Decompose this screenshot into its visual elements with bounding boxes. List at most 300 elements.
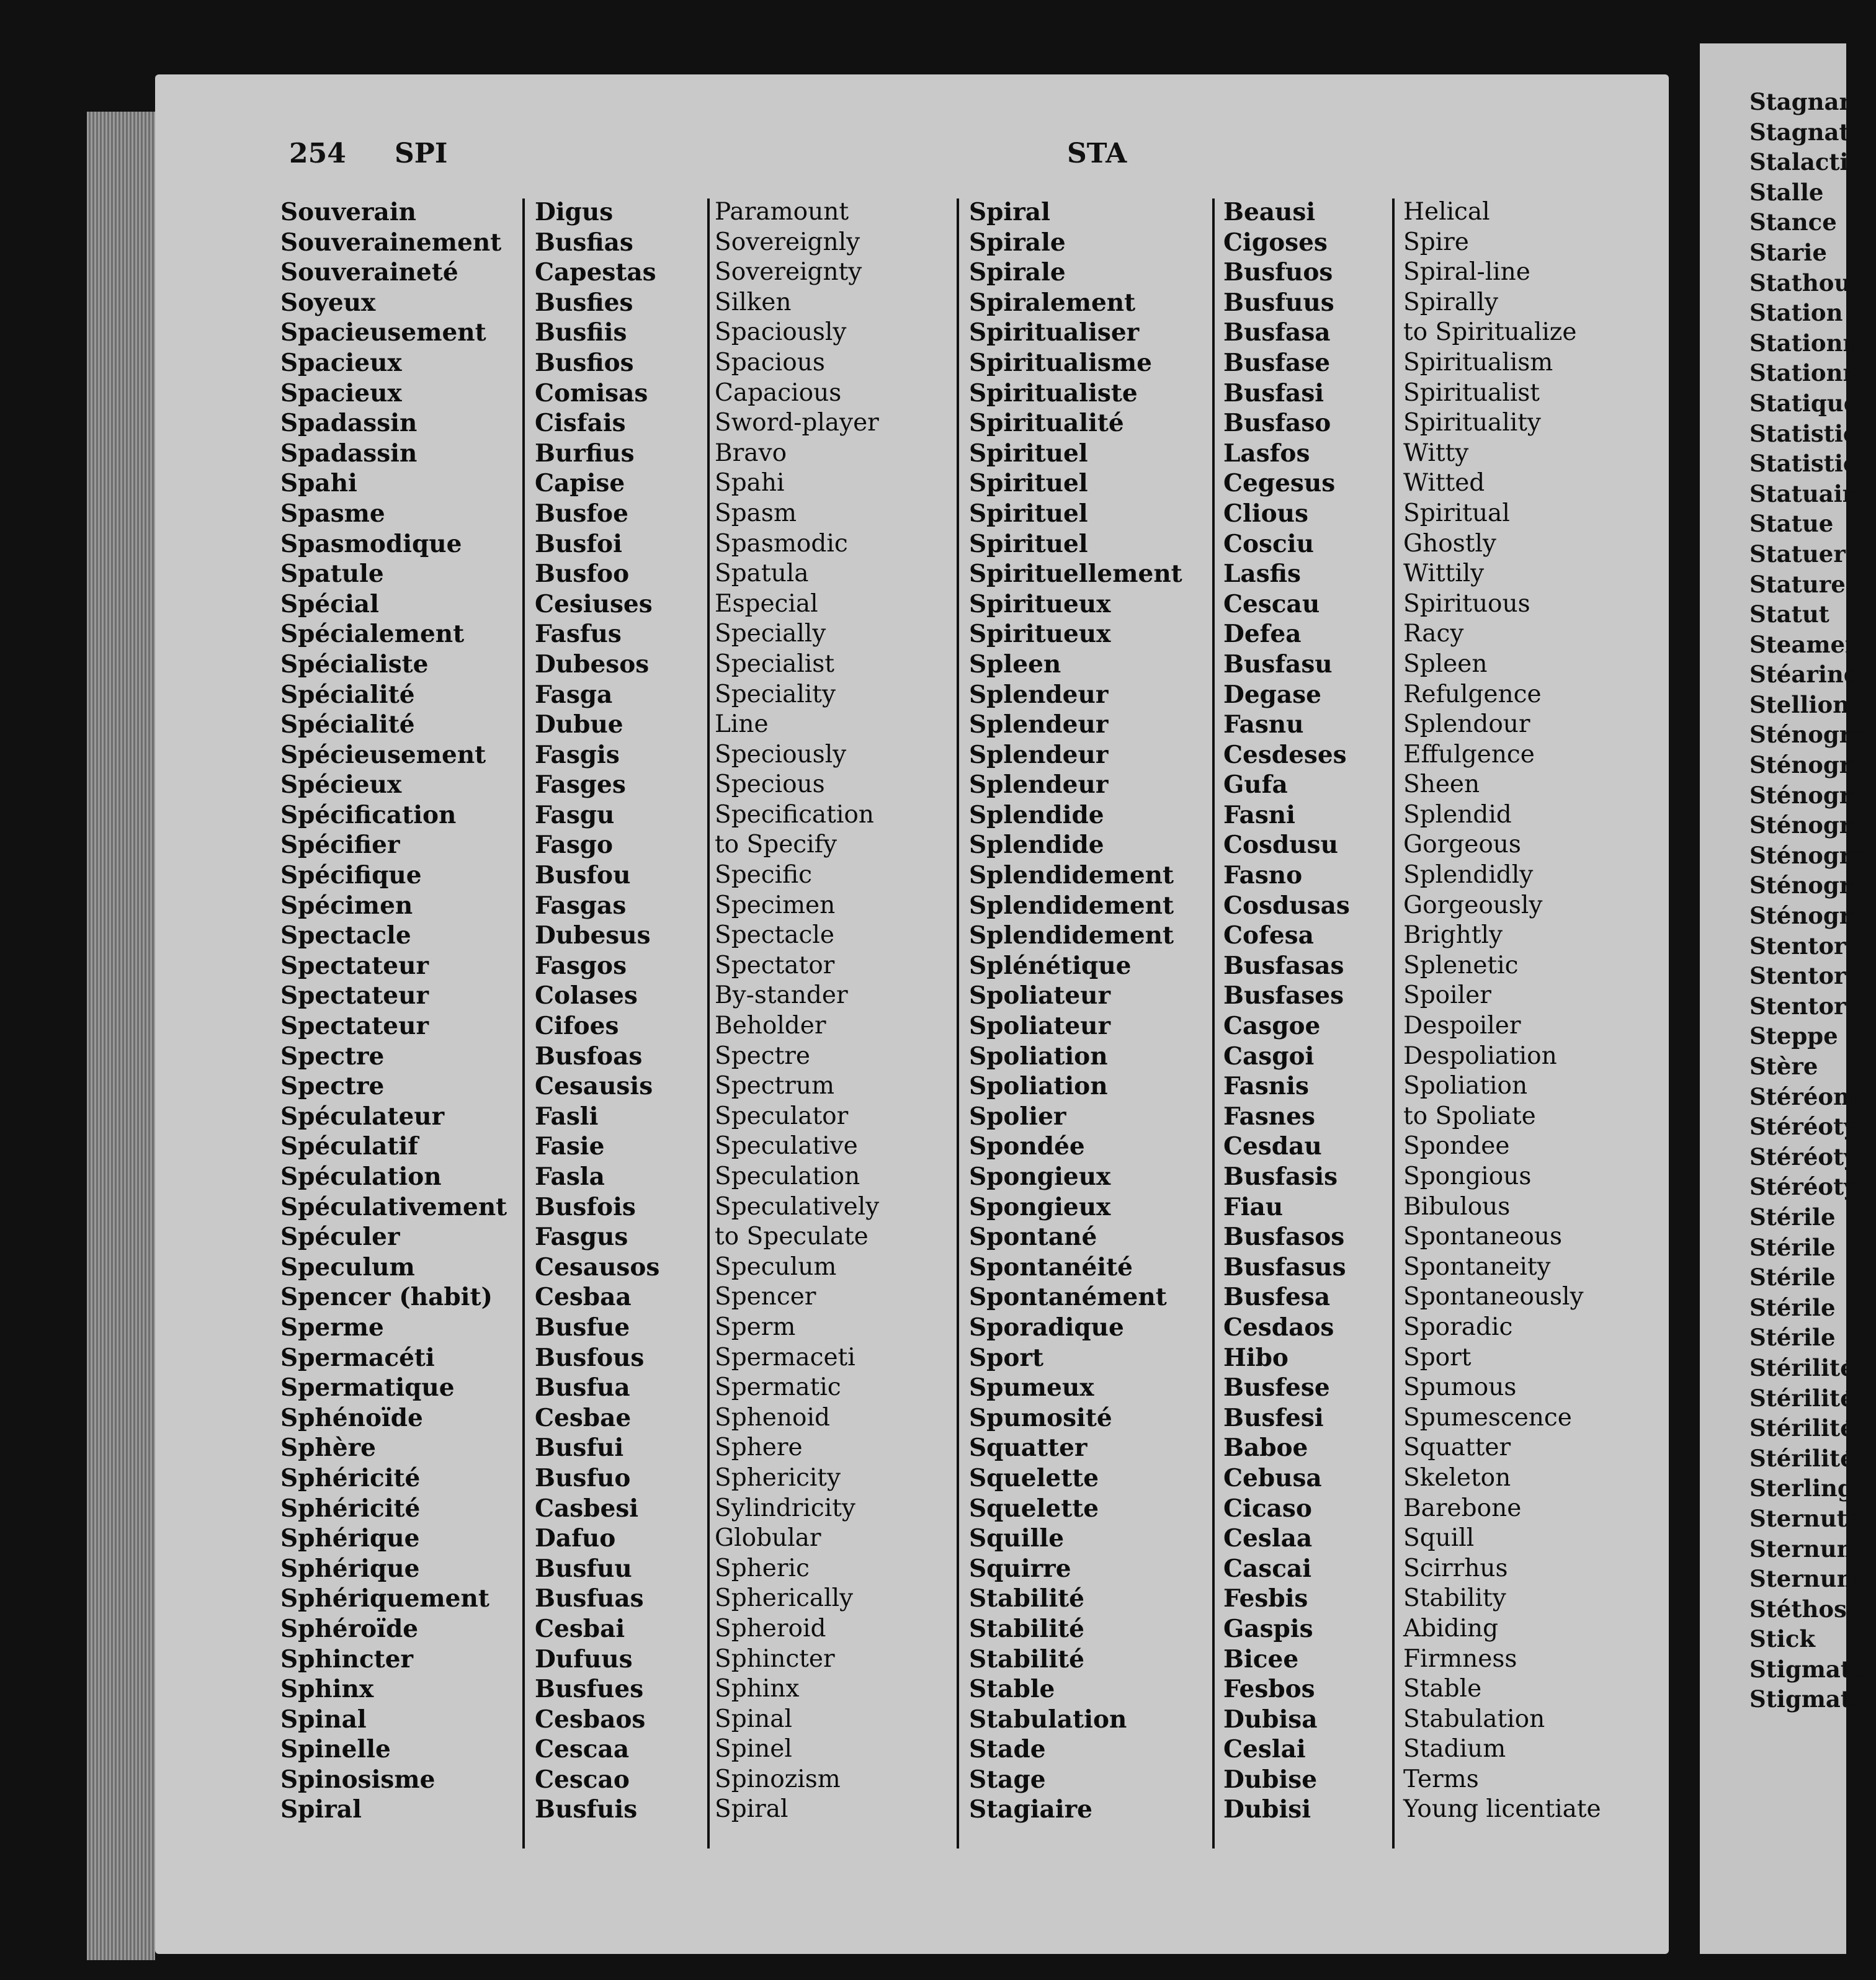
- dictionary-entry: Specimen: [715, 891, 836, 919]
- dictionary-entry: Line: [715, 710, 769, 739]
- center-guide-word: STA: [1067, 138, 1127, 169]
- dictionary-entry: Spahi: [715, 469, 785, 497]
- dictionary-entry: Stabilité: [969, 1614, 1084, 1643]
- dictionary-entry: Speculator: [715, 1102, 849, 1130]
- dictionary-entry: Sténogra: [1749, 721, 1867, 749]
- dictionary-entry: Stick: [1749, 1625, 1816, 1653]
- dictionary-entry: Steppe: [1749, 1022, 1838, 1050]
- dictionary-entry: Fasnes: [1223, 1102, 1315, 1131]
- dictionary-entry: Spiritualisme: [969, 348, 1152, 377]
- dictionary-entry: Fasni: [1223, 800, 1295, 829]
- dictionary-entry: Digus: [535, 198, 614, 226]
- dictionary-entry: Spadassin: [280, 409, 418, 438]
- dictionary-entry: Sternum: [1749, 1565, 1861, 1593]
- dictionary-entry: Busfasu: [1223, 649, 1333, 679]
- dictionary-entry: Sténogra: [1749, 902, 1867, 930]
- dictionary-entry: Splendidement: [969, 921, 1174, 950]
- dictionary-entry: Splendeur: [969, 770, 1109, 800]
- dictionary-entry: Cofesa: [1223, 921, 1314, 950]
- dictionary-entry: Burfius: [535, 439, 635, 468]
- dictionary-entry: to Specify: [715, 831, 838, 859]
- dictionary-entry: Spacious: [715, 348, 825, 377]
- dictionary-entry: Splendid: [1403, 800, 1512, 829]
- dictionary-entry: Stature: [1749, 570, 1846, 598]
- dictionary-entry: Firmness: [1403, 1644, 1517, 1673]
- dictionary-entry: Cesiuses: [535, 589, 653, 618]
- dictionary-entry: Spherically: [715, 1584, 854, 1613]
- dictionary-entry: Busfuus: [1223, 288, 1334, 317]
- dictionary-entry: Fasga: [535, 680, 613, 709]
- dictionary-entry: Stérilité: [1749, 1414, 1855, 1442]
- dictionary-entry: Abiding: [1403, 1614, 1499, 1643]
- dictionary-entry: Speculatively: [715, 1192, 880, 1221]
- dictionary-entry: Sphere: [715, 1434, 803, 1462]
- dictionary-entry: Splendour: [1403, 710, 1530, 739]
- dictionary-entry: Sperme: [280, 1313, 384, 1342]
- dictionary-entry: Station: [1749, 299, 1843, 327]
- dictionary-entry: Ceslaa: [1223, 1524, 1313, 1553]
- dictionary-entry: Sterling: [1749, 1474, 1854, 1502]
- dictionary-entry: Spoliation: [969, 1041, 1108, 1071]
- dictionary-entry: Spécialité: [280, 680, 415, 709]
- dictionary-entry: Specification: [715, 800, 874, 829]
- dictionary-entry: Witty: [1403, 439, 1469, 467]
- dictionary-entry: By-stander: [715, 981, 848, 1010]
- dictionary-entry: Busfases: [1223, 981, 1344, 1010]
- dictionary-entry: Spéculation: [280, 1162, 442, 1191]
- dictionary-entry: Sténogra: [1749, 872, 1867, 899]
- dictionary-entry: Spiritualist: [1403, 378, 1540, 407]
- dictionary-entry: Sphérique: [280, 1524, 420, 1553]
- dictionary-entry: Sphéricité: [280, 1463, 421, 1492]
- dictionary-entry: Busfues: [535, 1675, 644, 1704]
- dictionary-entry: Fasli: [535, 1102, 599, 1131]
- dictionary-entry: Spectacle: [715, 921, 834, 950]
- dictionary-entry: Busfasos: [1223, 1223, 1345, 1252]
- dictionary-entry: Busfue: [535, 1313, 630, 1342]
- dictionary-entry: Spatule: [280, 560, 384, 589]
- dictionary-entry: Lasfis: [1223, 560, 1301, 589]
- dictionary-entry: Busfasas: [1223, 951, 1344, 980]
- dictionary-entry: Cesdaos: [1223, 1313, 1334, 1342]
- dictionary-entry: Statique: [1749, 389, 1859, 417]
- dictionary-entry: Dubisi: [1223, 1795, 1311, 1824]
- dictionary-entry: Spécieusement: [280, 740, 486, 769]
- dictionary-entry: Spoiler: [1403, 981, 1491, 1010]
- dictionary-entry: Statuair: [1749, 479, 1855, 507]
- dictionary-entry: Spermatic: [715, 1373, 841, 1402]
- dictionary-entry: Spinosisme: [280, 1765, 436, 1794]
- dictionary-entry: Spécification: [280, 800, 457, 829]
- dictionary-entry: Spasmodic: [715, 529, 848, 558]
- dictionary-entry: Busfase: [1223, 348, 1331, 377]
- dictionary-entry: Stérile: [1749, 1293, 1836, 1321]
- column-french-a: [280, 197, 507, 1825]
- dictionary-entry: Stance: [1749, 208, 1837, 236]
- dictionary-entry: Spirituality: [1403, 409, 1541, 437]
- dictionary-entry: Racy: [1403, 620, 1464, 648]
- dictionary-entry: Spirituel: [969, 439, 1088, 468]
- dictionary-entry: Stalle: [1749, 178, 1824, 206]
- dictionary-entry: Casgoe: [1223, 1012, 1321, 1041]
- dictionary-entry: Spheric: [715, 1554, 810, 1582]
- dictionary-entry: Capacious: [715, 378, 842, 407]
- dictionary-entry: Spinelle: [280, 1735, 391, 1764]
- dictionary-entry: Sternum: [1749, 1535, 1861, 1563]
- dictionary-entry: Spasme: [280, 499, 385, 528]
- dictionary-entry: Sovereignty: [715, 258, 862, 287]
- dictionary-entry: Statuer: [1749, 540, 1846, 568]
- dictionary-entry: Spécieux: [280, 770, 402, 800]
- dictionary-entry: Cascai: [1223, 1554, 1312, 1583]
- dictionary-entry: Cosdusu: [1223, 831, 1338, 860]
- dictionary-entry: Busfuos: [1223, 258, 1333, 287]
- dictionary-entry: Capestas: [535, 258, 656, 287]
- dictionary-entry: Gufa: [1223, 770, 1288, 800]
- dictionary-entry: Spirituel: [969, 469, 1088, 498]
- dictionary-entry: Skeleton: [1403, 1463, 1511, 1492]
- dictionary-entry: Spontanéité: [969, 1252, 1133, 1282]
- dictionary-entry: Bicee: [1223, 1644, 1299, 1674]
- dictionary-entry: Fasgus: [535, 1223, 628, 1252]
- dictionary-entry: Spirale: [969, 228, 1066, 257]
- dictionary-entry: Spongieux: [969, 1192, 1111, 1221]
- dictionary-entry: Cesdeses: [1223, 740, 1347, 769]
- dictionary-entry: Spinozism: [715, 1765, 841, 1793]
- dictionary-entry: Sperm: [715, 1313, 796, 1341]
- dictionary-entry: Stable: [1403, 1675, 1482, 1703]
- dictionary-entry: Spongieux: [969, 1162, 1111, 1191]
- dictionary-entry: Cesbai: [535, 1614, 625, 1643]
- dictionary-entry: Capise: [535, 469, 625, 498]
- dictionary-entry: Gorgeous: [1403, 831, 1521, 859]
- dictionary-entry: Busfoo: [535, 560, 630, 589]
- dictionary-entry: Busfasa: [1223, 318, 1331, 347]
- dictionary-entry: Busfasus: [1223, 1252, 1346, 1282]
- dictionary-entry: Dubue: [535, 710, 623, 739]
- dictionary-entry: Busfias: [535, 228, 633, 257]
- dictionary-entry: Spoliation: [1403, 1072, 1528, 1100]
- dictionary-entry: Spontanément: [969, 1283, 1167, 1312]
- dictionary-entry: Spiritualiser: [969, 318, 1140, 347]
- dictionary-entry: Squelette: [969, 1463, 1099, 1492]
- dictionary-entry: Stentor: [1749, 962, 1846, 990]
- dictionary-entry: Wittily: [1403, 560, 1485, 588]
- dictionary-entry: Spécialiste: [280, 649, 429, 679]
- dictionary-entry: Casgoi: [1223, 1041, 1315, 1071]
- dictionary-entry: Colases: [535, 981, 638, 1010]
- dictionary-entry: Spencer: [715, 1283, 816, 1311]
- dictionary-entry: Stérilité: [1749, 1384, 1855, 1412]
- dictionary-entry: Scirrhus: [1403, 1554, 1508, 1582]
- dictionary-entry: Sport: [969, 1343, 1044, 1372]
- dictionary-entry: Busfoas: [535, 1041, 643, 1071]
- dictionary-entry: Spinal: [280, 1705, 367, 1734]
- dictionary-entry: Terms: [1403, 1765, 1479, 1793]
- dictionary-entry: Stentoré: [1749, 992, 1861, 1020]
- dictionary-entry: Spectateur: [280, 951, 429, 980]
- dictionary-entry: Cicaso: [1223, 1494, 1312, 1523]
- dictionary-entry: to Speculate: [715, 1223, 869, 1251]
- dictionary-entry: Spiral: [280, 1795, 362, 1824]
- dictionary-entry: Stagiaire: [969, 1795, 1092, 1824]
- dictionary-entry: Busfua: [535, 1373, 630, 1402]
- dictionary-entry: Sphéroïde: [280, 1614, 419, 1643]
- dictionary-entry: Steamer: [1749, 630, 1857, 658]
- dictionary-entry: Busfios: [535, 348, 634, 377]
- dictionary-entry: Spéculatif: [280, 1132, 419, 1161]
- dictionary-entry: Gorgeously: [1403, 891, 1543, 919]
- dictionary-entry: Busfasis: [1223, 1162, 1338, 1191]
- dictionary-entry: Sovereignly: [715, 228, 860, 256]
- dictionary-entry: Sphincter: [715, 1644, 835, 1673]
- dictionary-entry: Fasgos: [535, 951, 627, 980]
- dictionary-entry: Effulgence: [1403, 740, 1535, 769]
- column-next-page: [1749, 87, 1876, 1715]
- dictionary-entry: Spinal: [715, 1705, 792, 1733]
- dictionary-entry: Cegesus: [1223, 469, 1336, 498]
- dictionary-entry: Spectrum: [715, 1072, 835, 1100]
- dictionary-entry: Squelette: [969, 1494, 1099, 1523]
- dictionary-entry: Dubise: [1223, 1765, 1318, 1794]
- dictionary-entry: Souverainement: [280, 228, 502, 257]
- dictionary-entry: Sténogra: [1749, 811, 1867, 839]
- dictionary-entry: Spire: [1403, 228, 1469, 256]
- dictionary-entry: Specious: [715, 770, 825, 799]
- dictionary-entry: Fasgu: [535, 800, 615, 829]
- dictionary-entry: Spirituel: [969, 529, 1088, 558]
- dictionary-entry: Spadassin: [280, 439, 418, 468]
- dictionary-entry: Spolier: [969, 1102, 1066, 1131]
- dictionary-entry: Spirale: [969, 258, 1066, 287]
- dictionary-entry: Squatter: [969, 1434, 1088, 1463]
- dictionary-entry: Fiau: [1223, 1192, 1284, 1221]
- dictionary-entry: Stabilité: [969, 1584, 1084, 1613]
- dictionary-entry: Spirituel: [969, 499, 1088, 528]
- dictionary-entry: Splendeur: [969, 710, 1109, 739]
- dictionary-entry: Fasno: [1223, 861, 1303, 890]
- dictionary-entry: Sword-player: [715, 409, 879, 437]
- dictionary-entry: Globular: [715, 1524, 821, 1553]
- dictionary-entry: Splendide: [969, 800, 1104, 829]
- dictionary-entry: Spiral: [969, 198, 1050, 226]
- dictionary-entry: Sport: [1403, 1343, 1472, 1371]
- dictionary-entry: Cescao: [535, 1765, 630, 1794]
- dictionary-entry: Baboe: [1223, 1434, 1308, 1463]
- dictionary-entry: Dufuus: [535, 1644, 633, 1674]
- dictionary-entry: Cifoes: [535, 1012, 619, 1041]
- dictionary-entry: Spirituous: [1403, 589, 1530, 618]
- dictionary-entry: Stade: [969, 1735, 1046, 1764]
- dictionary-entry: Stérile: [1749, 1264, 1836, 1291]
- dictionary-entry: Splenetic: [1403, 951, 1519, 979]
- dictionary-entry: Busfies: [535, 288, 633, 317]
- dictionary-entry: Spécial: [280, 589, 379, 618]
- dictionary-entry: Statue: [1749, 510, 1834, 538]
- dictionary-entry: Busfoe: [535, 499, 628, 528]
- dictionary-entry: Spacieusement: [280, 318, 486, 347]
- dictionary-entry: Spécifier: [280, 831, 400, 860]
- dictionary-entry: Spasm: [715, 499, 797, 527]
- dictionary-entry: Hibo: [1223, 1343, 1289, 1372]
- dictionary-entry: Sphérique: [280, 1554, 420, 1583]
- dictionary-entry: Statistic: [1749, 419, 1857, 447]
- dictionary-entry: Sphériquement: [280, 1584, 489, 1613]
- dictionary-entry: Specialist: [715, 649, 834, 678]
- dictionary-entry: Busfou: [535, 861, 631, 890]
- dictionary-entry: Spirituellement: [969, 560, 1182, 589]
- column-english-b: [1403, 197, 1601, 1825]
- dictionary-entry: Despoliation: [1403, 1041, 1557, 1070]
- dictionary-entry: Spirally: [1403, 288, 1499, 316]
- dictionary-entry: Despoiler: [1403, 1012, 1521, 1040]
- dictionary-entry: Spontaneous: [1403, 1223, 1563, 1251]
- dictionary-entry: Busfois: [535, 1192, 636, 1221]
- dictionary-entry: Stéthosco: [1749, 1595, 1876, 1623]
- dictionary-entry: Casbesi: [535, 1494, 639, 1523]
- dictionary-entry: Stérile: [1749, 1233, 1836, 1261]
- dictionary-entry: Stentor: [1749, 932, 1846, 960]
- dictionary-entry: Beholder: [715, 1012, 826, 1040]
- dictionary-entry: Cesbae: [535, 1403, 632, 1432]
- dictionary-entry: Spiritual: [1403, 499, 1510, 527]
- dictionary-entry: Stère: [1749, 1053, 1818, 1080]
- dictionary-entry: Fasgas: [535, 891, 627, 920]
- dictionary-entry: Fasnis: [1223, 1072, 1309, 1101]
- dictionary-entry: Statut: [1749, 600, 1829, 628]
- dictionary-entry: Sphéricité: [280, 1494, 421, 1523]
- dictionary-entry: Stationn: [1749, 329, 1860, 357]
- dictionary-entry: Cesausis: [535, 1072, 653, 1101]
- column-code-b: [1223, 197, 1350, 1825]
- dictionary-entry: Ghostly: [1403, 529, 1496, 558]
- dictionary-entry: Speculation: [715, 1162, 860, 1190]
- dictionary-entry: Clious: [1223, 499, 1308, 528]
- dictionary-entry: Spacieux: [280, 378, 402, 408]
- dictionary-entry: Splendidly: [1403, 861, 1534, 890]
- dictionary-entry: Helical: [1403, 198, 1490, 226]
- dictionary-entry: Stable: [969, 1675, 1055, 1704]
- dictionary-entry: Spéculateur: [280, 1102, 445, 1131]
- dictionary-entry: Beausi: [1223, 198, 1316, 226]
- dictionary-entry: Sylindricity: [715, 1494, 855, 1522]
- dictionary-entry: Defea: [1223, 620, 1302, 649]
- dictionary-entry: Sphericity: [715, 1463, 841, 1492]
- left-guide-word: SPI: [395, 138, 448, 169]
- dictionary-entry: Spiritualiste: [969, 378, 1138, 408]
- dictionary-entry: Stability: [1403, 1584, 1506, 1613]
- dictionary-entry: Busfaso: [1223, 409, 1331, 438]
- dictionary-entry: Fasgis: [535, 740, 620, 769]
- dictionary-entry: Dubesus: [535, 921, 651, 950]
- dictionary-entry: Statistic: [1749, 450, 1857, 478]
- dictionary-entry: Spiral: [715, 1795, 788, 1824]
- dictionary-entry: Silken: [715, 288, 792, 316]
- dictionary-entry: Stagnan: [1749, 88, 1856, 115]
- dictionary-entry: Busfuu: [535, 1554, 632, 1583]
- dictionary-entry: Spectre: [715, 1041, 811, 1070]
- dictionary-entry: Stigmate: [1749, 1685, 1866, 1713]
- dictionary-entry: Spahi: [280, 469, 357, 498]
- dictionary-entry: Spectre: [280, 1072, 385, 1101]
- dictionary-entry: Ceslai: [1223, 1735, 1306, 1764]
- dictionary-entry: Stigmate: [1749, 1655, 1866, 1683]
- dictionary-entry: Spectateur: [280, 1012, 429, 1041]
- dictionary-entry: Spontaneously: [1403, 1283, 1584, 1311]
- dictionary-entry: Busfous: [535, 1343, 645, 1372]
- dictionary-entry: Souveraineté: [280, 258, 458, 287]
- dictionary-entry: Stérilité: [1749, 1444, 1855, 1472]
- page-number: 254: [289, 138, 346, 169]
- dictionary-entry: Cigoses: [1223, 228, 1328, 257]
- dictionary-entry: Bravo: [715, 439, 787, 467]
- dictionary-entry: Fasnu: [1223, 710, 1304, 739]
- dictionary-entry: Spaciously: [715, 318, 847, 347]
- dictionary-entry: Speciously: [715, 740, 847, 769]
- dictionary-entry: Cebusa: [1223, 1463, 1322, 1492]
- dictionary-entry: Fasie: [535, 1132, 605, 1161]
- dictionary-entry: Squirre: [969, 1554, 1071, 1583]
- dictionary-entry: Lasfos: [1223, 439, 1310, 468]
- dictionary-entry: Spéculativement: [280, 1192, 507, 1221]
- dictionary-entry: Busfasi: [1223, 378, 1324, 408]
- dictionary-entry: Spéculer: [280, 1223, 400, 1252]
- dictionary-entry: Sphinx: [715, 1675, 800, 1703]
- dictionary-entry: Specific: [715, 861, 812, 890]
- dictionary-entry: Fasgo: [535, 831, 614, 860]
- dictionary-entry: Dafuo: [535, 1524, 616, 1553]
- dictionary-entry: Spleen: [969, 649, 1061, 679]
- dictionary-entry: Especial: [715, 589, 818, 618]
- dictionary-entry: Stadium: [1403, 1735, 1506, 1764]
- dictionary-entry: Splendeur: [969, 680, 1109, 709]
- dictionary-entry: Comisas: [535, 378, 648, 408]
- dictionary-entry: Spontaneity: [1403, 1252, 1551, 1281]
- dictionary-entry: Splendidement: [969, 891, 1174, 920]
- dictionary-entry: Fasges: [535, 770, 626, 800]
- dictionary-entry: Busfoi: [535, 529, 622, 558]
- dictionary-entry: Busfesi: [1223, 1403, 1324, 1432]
- dictionary-entry: Stalacti: [1749, 148, 1849, 176]
- dictionary-entry: Spleen: [1403, 649, 1488, 678]
- dictionary-entry: Spongious: [1403, 1162, 1532, 1190]
- dictionary-entry: to Spoliate: [1403, 1102, 1536, 1130]
- dictionary-entry: Spondée: [969, 1132, 1085, 1161]
- dictionary-entry: Sphenoid: [715, 1403, 830, 1432]
- dictionary-entry: Busfuo: [535, 1463, 631, 1492]
- dictionary-entry: Cesbaa: [535, 1283, 632, 1312]
- dictionary-entry: Spécialement: [280, 620, 465, 649]
- dictionary-entry: Stathou: [1749, 269, 1851, 297]
- dictionary-entry: Spectator: [715, 951, 835, 979]
- dictionary-entry: Stéarine: [1749, 661, 1859, 689]
- dictionary-entry: Sporadic: [1403, 1313, 1513, 1341]
- dictionary-entry: Stéréoty: [1749, 1173, 1857, 1201]
- dictionary-entry: Spontané: [969, 1223, 1097, 1252]
- dictionary-entry: Cesausos: [535, 1252, 660, 1282]
- dictionary-entry: Spectre: [280, 1041, 385, 1071]
- dictionary-entry: Stelliona: [1749, 690, 1865, 718]
- column-rule: [1392, 198, 1395, 1848]
- dictionary-entry: Spiralement: [969, 288, 1136, 317]
- dictionary-entry: Sphinx: [280, 1675, 374, 1704]
- dictionary-entry: Dubesos: [535, 649, 650, 679]
- dictionary-entry: Spermacéti: [280, 1343, 435, 1372]
- dictionary-entry: Dubisa: [1223, 1705, 1318, 1734]
- dictionary-entry: Stage: [969, 1765, 1046, 1794]
- dictionary-entry: Stéréoty: [1749, 1113, 1857, 1141]
- dictionary-entry: Spiritueux: [969, 620, 1111, 649]
